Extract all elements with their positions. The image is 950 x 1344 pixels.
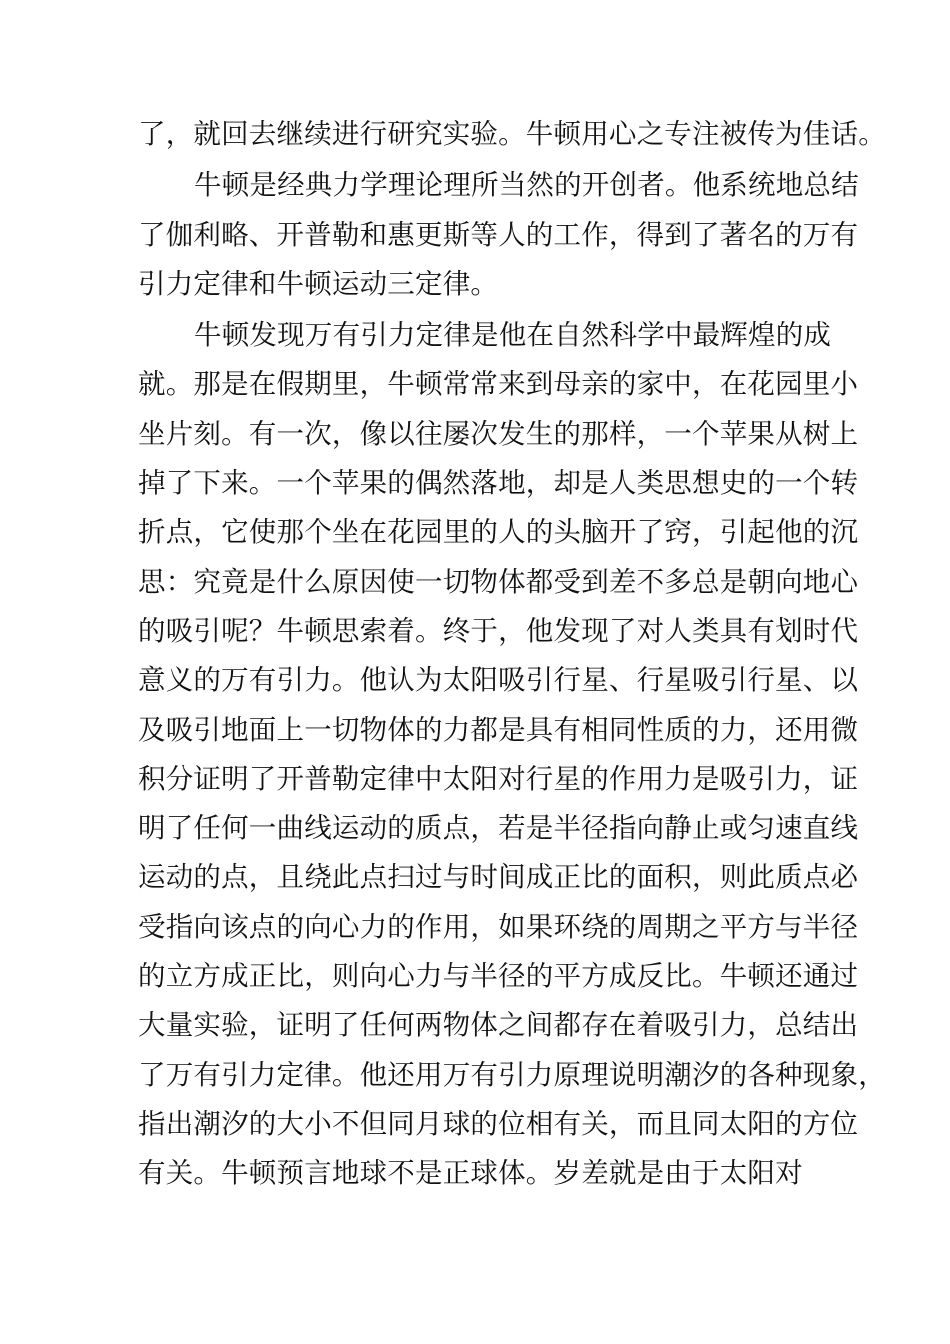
text-line: 指出潮汐的大小不但同月球的位相有关，而且同太阳的方位 [138, 1107, 859, 1140]
text-line: 了，就回去继续进行研究实验。牛顿用心之专注被传为佳话。 [138, 118, 886, 150]
text-line: 意义的万有引力。他认为太阳吸引行星、行星吸引行星、以 [138, 664, 859, 697]
text-line: 运动的点，且绕此点扫过与时间成正比的面积，则此质点必 [138, 861, 859, 894]
text-line: 大量实验，证明了任何两物体之间都存在着吸引力，总结出 [138, 1009, 859, 1042]
paragraph-first-line: 牛顿发现万有引力定律是他在自然科学中最辉煌的成 [194, 319, 832, 352]
text-line: 引力定律和牛顿运动三定律。 [138, 267, 499, 300]
text-line: 明了任何一曲线运动的质点，若是半径指向静止或匀速直线 [138, 812, 859, 845]
text-line: 的立方成正比，则向心力与半径的平方成反比。牛顿还通过 [138, 960, 859, 993]
text-line: 思：究竟是什么原因使一切物体都受到差不多总是朝向地心 [138, 565, 859, 598]
text-line: 了伽利略、开普勒和惠更斯等人的工作，得到了著名的万有 [138, 218, 859, 251]
text-line: 受指向该点的向心力的作用，如果环绕的周期之平方与半径 [138, 910, 859, 943]
text-line: 了万有引力定律。他还用万有引力原理说明潮汐的各种现象， [138, 1058, 886, 1091]
text-line: 及吸引地面上一切物体的力都是具有相同性质的力，还用微 [138, 713, 859, 746]
text-line: 坐片刻。有一次，像以往屡次发生的那样，一个苹果从树上 [138, 417, 859, 450]
body-text [138, 110, 886, 1199]
text-line: 积分证明了开普勒定律中太阳对行星的作用力是吸引力，证 [138, 762, 859, 795]
paragraph-first-line: 牛顿是经典力学理论理所当然的开创者。他系统地总结 [194, 169, 859, 202]
text-line: 的吸引呢？牛顿思索着。终于，他发现了对人类具有划时代 [138, 614, 859, 647]
text-line: 折点，它使那个坐在花园里的人的头脑开了窍，引起他的沉 [138, 516, 859, 549]
text-line: 掉了下来。一个苹果的偶然落地，却是人类思想史的一个转 [138, 467, 859, 500]
text-line: 就。那是在假期里，牛顿常常来到母亲的家中，在花园里小 [138, 368, 859, 401]
text-line: 有关。牛顿预言地球不是正球体。岁差就是由于太阳对 [138, 1157, 803, 1190]
